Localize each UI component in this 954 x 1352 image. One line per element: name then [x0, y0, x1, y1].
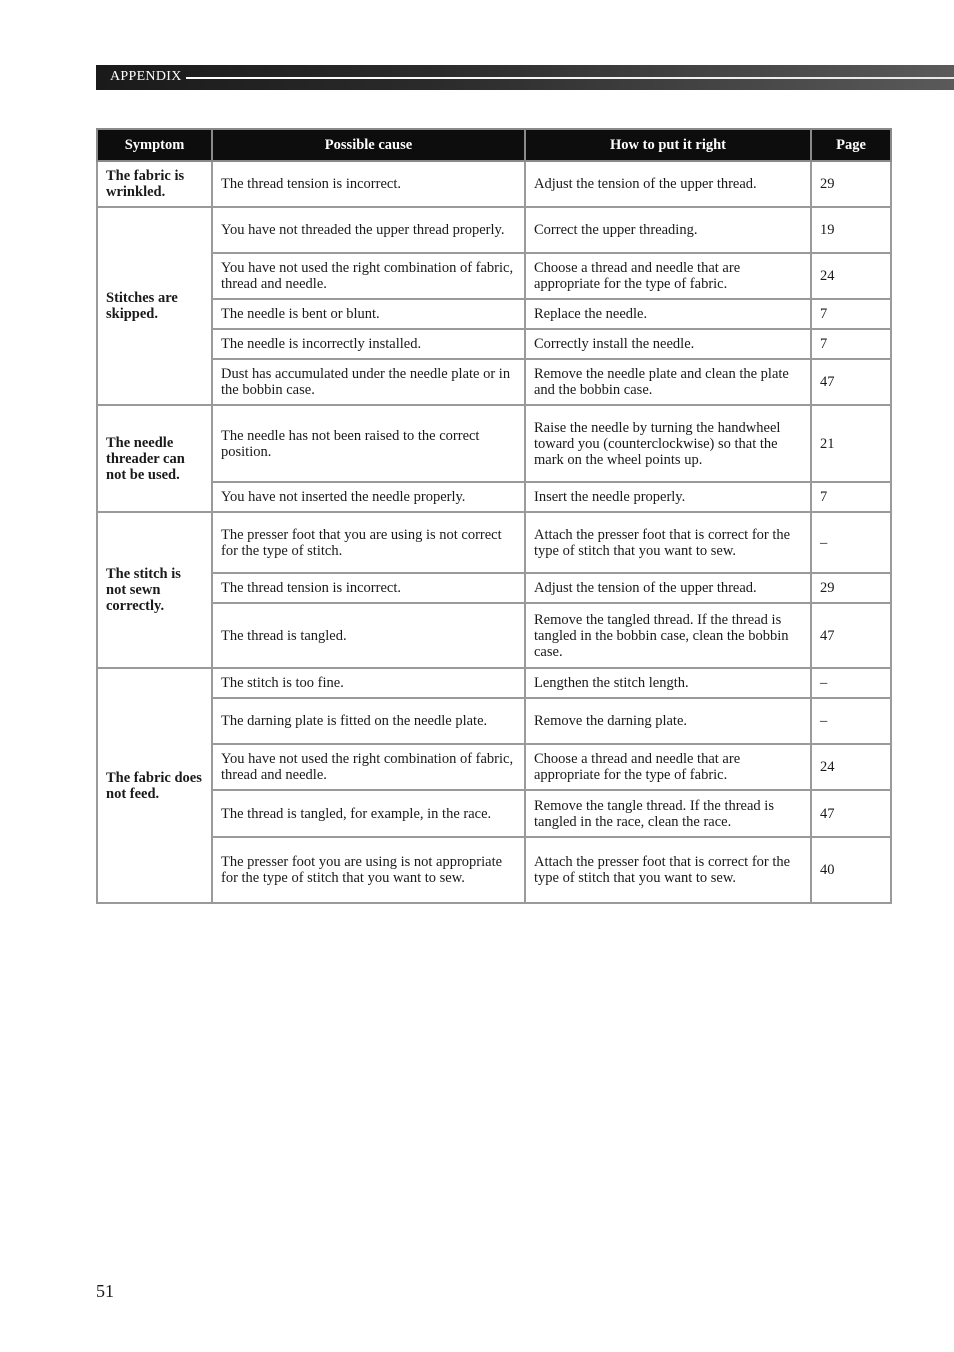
cause-cell: The thread tension is incorrect. — [212, 161, 525, 207]
page-cell: – — [811, 512, 891, 573]
cause-cell: Dust has accumulated under the needle plate or in the bobbin case. — [212, 359, 525, 405]
cause-cell: The darning plate is fitted on the needle plate. — [212, 698, 525, 744]
cause-cell: The needle is bent or blunt. — [212, 299, 525, 329]
table-row — [97, 359, 891, 405]
cause-cell: The needle has not been raised to the correct position. — [212, 405, 525, 482]
cause-cell: You have not inserted the needle properly. — [212, 482, 525, 512]
page-cell: 21 — [811, 405, 891, 482]
column-header-symptom: Symptom — [97, 129, 212, 161]
table-row — [97, 512, 891, 573]
symptom-cell: The fabric is wrinkled. — [97, 161, 212, 207]
remedy-cell: Remove the darning plate. — [525, 698, 811, 744]
table-header-row — [97, 129, 891, 161]
cause-cell: The presser foot that you are using is not correct for the type of stitch. — [212, 512, 525, 573]
table-row — [97, 253, 891, 299]
troubleshooting-table — [96, 128, 892, 904]
page-cell: 29 — [811, 573, 891, 603]
remedy-cell: Remove the tangle thread. If the thread is tangled in the race, clean the race. — [525, 790, 811, 837]
remedy-cell: Adjust the tension of the upper thread. — [525, 573, 811, 603]
header-rule — [186, 77, 954, 79]
table-row — [97, 161, 891, 207]
symptom-cell: The stitch is not sewn correctly. — [97, 512, 212, 668]
remedy-cell: Lengthen the stitch length. — [525, 668, 811, 698]
table-row — [97, 329, 891, 359]
page-cell: 47 — [811, 603, 891, 668]
table-row — [97, 668, 891, 698]
cause-cell: The thread tension is incorrect. — [212, 573, 525, 603]
table-row — [97, 837, 891, 903]
table-row — [97, 698, 891, 744]
cause-cell: You have not used the right combination of fabric, thread and needle. — [212, 253, 525, 299]
remedy-cell: Insert the needle properly. — [525, 482, 811, 512]
table-row — [97, 744, 891, 790]
remedy-cell: Choose a thread and needle that are appropriate for the type of fabric. — [525, 744, 811, 790]
page-cell: 24 — [811, 253, 891, 299]
table-row — [97, 790, 891, 837]
page-number: 51 — [96, 1281, 114, 1301]
remedy-cell: Attach the presser foot that is correct for the type of stitch that you want to sew. — [525, 512, 811, 573]
symptom-cell: The fabric does not feed. — [97, 668, 212, 903]
remedy-cell: Raise the needle by turning the handwheel toward you (counterclockwise) so that the mark on the wheel points up. — [525, 405, 811, 482]
table-row — [97, 299, 891, 329]
cause-cell: You have not threaded the upper thread properly. — [212, 207, 525, 253]
page-cell: 29 — [811, 161, 891, 207]
remedy-cell: Adjust the tension of the upper thread. — [525, 161, 811, 207]
remedy-cell: Remove the tangled thread. If the thread is tangled in the bobbin case, clean the bobbin case. — [525, 603, 811, 668]
page-cell: 47 — [811, 790, 891, 837]
column-header-cause: Possible cause — [212, 129, 525, 161]
remedy-cell: Correct the upper threading. — [525, 207, 811, 253]
table-row — [97, 573, 891, 603]
page-cell: 47 — [811, 359, 891, 405]
table-row — [97, 603, 891, 668]
page-cell: 7 — [811, 329, 891, 359]
cause-cell: You have not used the right combination of fabric, thread and needle. — [212, 744, 525, 790]
page-cell: 7 — [811, 299, 891, 329]
table-row — [97, 405, 891, 482]
remedy-cell: Attach the presser foot that is correct for the type of stitch that you want to sew. — [525, 837, 811, 903]
cause-cell: The stitch is too fine. — [212, 668, 525, 698]
remedy-cell: Replace the needle. — [525, 299, 811, 329]
symptom-cell: The needle threader can not be used. — [97, 405, 212, 512]
page-cell: – — [811, 668, 891, 698]
cause-cell: The presser foot you are using is not appropriate for the type of stitch that you want to sew. — [212, 837, 525, 903]
remedy-cell: Correctly install the needle. — [525, 329, 811, 359]
page-cell: 40 — [811, 837, 891, 903]
column-header-page: Page — [811, 129, 891, 161]
symptom-cell: Stitches are skipped. — [97, 207, 212, 405]
page-cell: 24 — [811, 744, 891, 790]
section-label: APPENDIX — [110, 69, 182, 84]
cause-cell: The thread is tangled. — [212, 603, 525, 668]
page-cell: – — [811, 698, 891, 744]
cause-cell: The thread is tangled, for example, in the race. — [212, 790, 525, 837]
page-cell: 7 — [811, 482, 891, 512]
remedy-cell: Choose a thread and needle that are appropriate for the type of fabric. — [525, 253, 811, 299]
page-cell: 19 — [811, 207, 891, 253]
column-header-remedy: How to put it right — [525, 129, 811, 161]
remedy-cell: Remove the needle plate and clean the plate and the bobbin case. — [525, 359, 811, 405]
table-row — [97, 482, 891, 512]
cause-cell: The needle is incorrectly installed. — [212, 329, 525, 359]
table-row — [97, 207, 891, 253]
